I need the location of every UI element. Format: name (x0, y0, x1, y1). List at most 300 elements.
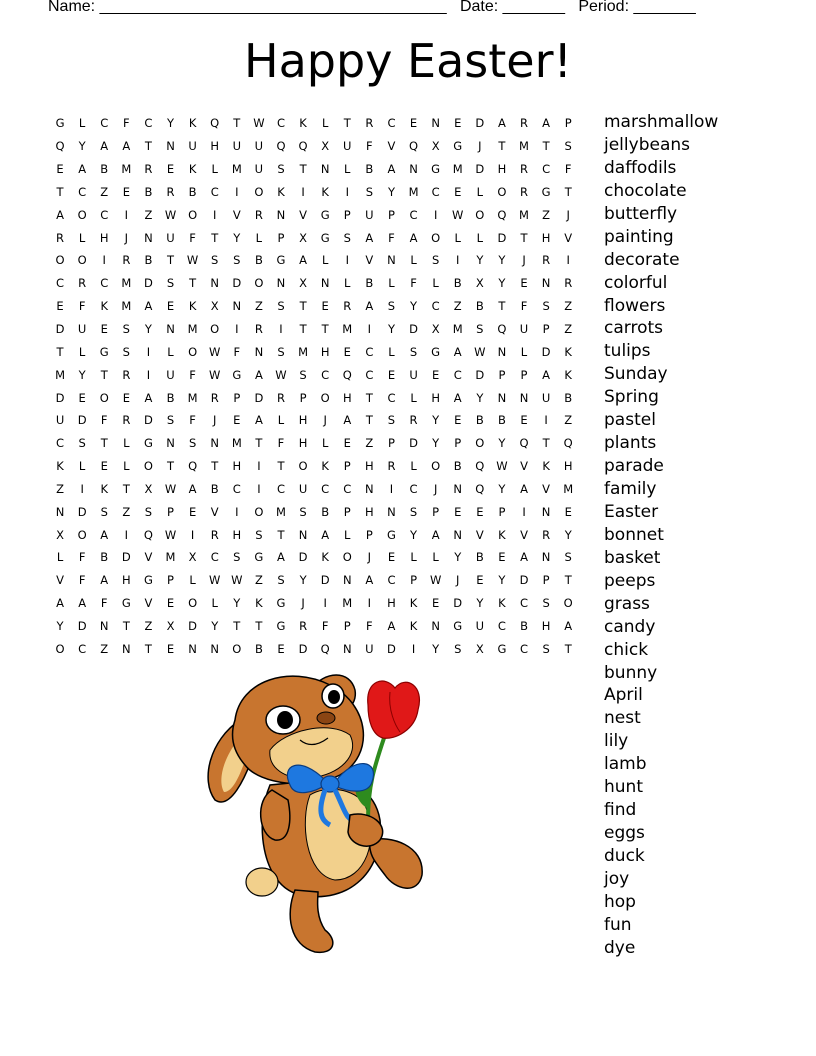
grid-letter[interactable]: X (431, 322, 440, 337)
grid-letter[interactable]: S (277, 299, 285, 314)
grid-letter[interactable]: J (323, 413, 327, 428)
grid-letter[interactable]: Z (100, 641, 109, 656)
grid-letter[interactable]: O (320, 390, 330, 405)
grid-letter[interactable]: A (343, 413, 352, 428)
grid-letter[interactable]: W (231, 573, 243, 588)
grid-letter[interactable]: V (475, 527, 484, 542)
grid-letter[interactable]: G (276, 253, 286, 268)
grid-letter[interactable]: C (78, 641, 87, 656)
grid-letter[interactable]: K (498, 596, 506, 611)
grid-letter[interactable]: G (453, 139, 463, 154)
grid-letter[interactable]: B (210, 481, 219, 496)
grid-letter[interactable]: K (409, 618, 418, 633)
grid-letter[interactable]: I (411, 641, 416, 656)
grid-letter[interactable]: C (542, 162, 551, 177)
grid-letter[interactable]: T (277, 459, 285, 474)
grid-letter[interactable]: D (254, 390, 264, 405)
grid-letter[interactable]: K (100, 299, 108, 314)
grid-letter[interactable]: U (343, 139, 352, 154)
grid-letter[interactable]: I (257, 481, 261, 496)
grid-letter[interactable]: M (121, 299, 132, 314)
grid-letter[interactable]: O (475, 207, 485, 222)
grid-letter[interactable]: T (321, 322, 329, 337)
grid-letter[interactable]: R (387, 459, 396, 474)
grid-letter[interactable]: J (478, 139, 482, 154)
grid-letter[interactable]: C (321, 367, 330, 382)
grid-letter[interactable]: V (542, 481, 551, 496)
grid-letter[interactable]: I (235, 322, 239, 337)
grid-letter[interactable]: H (99, 230, 109, 245)
grid-letter[interactable]: S (476, 322, 484, 337)
grid-letter[interactable]: D (409, 322, 418, 337)
grid-letter[interactable]: A (365, 573, 374, 588)
grid-letter[interactable]: L (476, 184, 484, 199)
grid-letter[interactable]: A (453, 390, 462, 405)
grid-letter[interactable]: D (541, 344, 551, 359)
grid-letter[interactable]: K (498, 527, 506, 542)
grid-letter[interactable]: T (122, 481, 130, 496)
grid-letter[interactable]: P (167, 573, 174, 588)
grid-letter[interactable]: Y (410, 527, 418, 542)
grid-letter[interactable]: U (254, 162, 264, 177)
grid-letter[interactable]: U (254, 139, 264, 154)
grid-letter[interactable]: F (233, 344, 241, 359)
grid-letter[interactable]: T (343, 116, 351, 131)
grid-letter[interactable]: C (520, 641, 529, 656)
grid-letter[interactable]: D (387, 641, 396, 656)
grid-letter[interactable]: S (542, 641, 550, 656)
grid-letter[interactable]: N (497, 344, 507, 359)
grid-letter[interactable]: I (124, 207, 129, 222)
grid-letter[interactable]: S (542, 299, 550, 314)
grid-letter[interactable]: K (299, 116, 307, 131)
grid-letter[interactable]: L (344, 276, 351, 291)
grid-letter[interactable]: A (254, 413, 263, 428)
grid-letter[interactable]: L (344, 162, 351, 177)
grid-letter[interactable]: D (143, 276, 153, 291)
grid-letter[interactable]: G (143, 436, 153, 451)
grid-letter[interactable]: W (452, 207, 464, 222)
grid-letter[interactable]: Y (233, 230, 241, 245)
grid-letter[interactable]: J (522, 253, 526, 268)
grid-letter[interactable]: K (564, 367, 572, 382)
grid-letter[interactable]: O (298, 459, 308, 474)
grid-letter[interactable]: U (166, 367, 175, 382)
grid-letter[interactable]: Y (564, 527, 572, 542)
grid-letter[interactable]: P (564, 116, 572, 131)
grid-letter[interactable]: D (77, 618, 87, 633)
grid-letter[interactable]: N (298, 527, 308, 542)
grid-letter[interactable]: D (475, 367, 485, 382)
grid-letter[interactable]: I (345, 253, 349, 268)
grid-letter[interactable]: P (454, 436, 462, 451)
grid-letter[interactable]: L (410, 390, 417, 405)
grid-letter[interactable]: T (100, 367, 108, 382)
grid-letter[interactable]: Q (276, 139, 286, 154)
grid-letter[interactable]: L (432, 550, 439, 565)
grid-letter[interactable]: T (542, 436, 550, 451)
grid-letter[interactable]: S (100, 504, 108, 519)
grid-letter[interactable]: Z (564, 322, 573, 337)
grid-letter[interactable]: G (121, 596, 131, 611)
grid-letter[interactable]: J (433, 481, 438, 496)
grid-letter[interactable]: A (277, 550, 285, 565)
grid-letter[interactable]: T (56, 344, 64, 359)
grid-letter[interactable]: W (164, 481, 177, 496)
grid-letter[interactable]: N (365, 481, 374, 496)
grid-letter[interactable]: M (408, 184, 419, 199)
grid-letter[interactable]: T (498, 299, 506, 314)
grid-letter[interactable]: C (321, 481, 330, 496)
grid-letter[interactable]: P (167, 504, 174, 519)
grid-letter[interactable]: G (541, 184, 551, 199)
grid-letter[interactable]: O (77, 253, 87, 268)
grid-letter[interactable]: R (122, 253, 131, 268)
grid-letter[interactable]: K (277, 184, 285, 199)
grid-letter[interactable]: I (345, 184, 349, 199)
grid-letter[interactable]: W (209, 573, 221, 588)
grid-letter[interactable]: Y (498, 573, 506, 588)
grid-letter[interactable]: Y (476, 253, 484, 268)
grid-letter[interactable]: Y (211, 618, 219, 633)
grid-letter[interactable]: N (541, 504, 551, 519)
grid-letter[interactable]: S (277, 344, 285, 359)
grid-letter[interactable]: N (99, 618, 109, 633)
grid-letter[interactable]: T (365, 390, 373, 405)
grid-letter[interactable]: M (187, 390, 198, 405)
grid-letter[interactable]: A (78, 162, 87, 177)
grid-letter[interactable]: F (78, 550, 86, 565)
grid-letter[interactable]: Y (144, 322, 152, 337)
grid-letter[interactable]: V (520, 459, 528, 474)
grid-letter[interactable]: C (365, 367, 374, 382)
grid-letter[interactable]: Y (432, 413, 440, 428)
grid-letter[interactable]: L (520, 344, 528, 359)
grid-letter[interactable]: B (475, 299, 484, 314)
grid-letter[interactable]: X (299, 276, 308, 291)
grid-letter[interactable]: M (298, 344, 309, 359)
grid-letter[interactable]: T (167, 253, 175, 268)
grid-letter[interactable]: C (210, 184, 219, 199)
grid-letter[interactable]: E (277, 641, 285, 656)
grid-letter[interactable]: P (498, 367, 506, 382)
grid-letter[interactable]: W (253, 116, 265, 131)
grid-letter[interactable]: A (365, 230, 374, 245)
grid-letter[interactable]: H (365, 504, 374, 519)
grid-letter[interactable]: K (409, 596, 418, 611)
grid-letter[interactable]: U (365, 207, 374, 222)
grid-letter[interactable]: S (122, 344, 130, 359)
grid-letter[interactable]: H (541, 230, 551, 245)
grid-letter[interactable]: O (55, 253, 65, 268)
grid-letter[interactable]: Y (299, 573, 307, 588)
grid-letter[interactable]: S (122, 322, 130, 337)
grid-letter[interactable]: N (166, 322, 175, 337)
grid-letter[interactable]: Z (254, 573, 263, 588)
grid-letter[interactable]: X (475, 641, 484, 656)
grid-letter[interactable]: E (454, 504, 462, 519)
grid-letter[interactable]: P (387, 436, 395, 451)
grid-letter[interactable]: F (388, 230, 395, 245)
grid-letter[interactable]: C (100, 116, 109, 131)
grid-letter[interactable]: E (166, 162, 175, 177)
grid-letter[interactable]: L (211, 162, 218, 177)
grid-letter[interactable]: Q (55, 139, 65, 154)
grid-letter[interactable]: K (56, 459, 64, 474)
grid-letter[interactable]: C (520, 596, 529, 611)
grid-letter[interactable]: A (365, 299, 374, 314)
grid-letter[interactable]: A (144, 299, 153, 314)
grid-letter[interactable]: N (210, 276, 219, 291)
grid-letter[interactable]: F (366, 618, 373, 633)
grid-letter[interactable]: P (498, 504, 506, 519)
grid-letter[interactable]: F (123, 116, 130, 131)
grid-letter[interactable]: I (235, 184, 239, 199)
grid-letter[interactable]: I (566, 253, 570, 268)
grid-letter[interactable]: Y (476, 596, 484, 611)
grid-letter[interactable]: Y (498, 481, 506, 496)
grid-letter[interactable]: D (519, 573, 529, 588)
grid-letter[interactable]: J (124, 230, 129, 245)
grid-letter[interactable]: P (520, 367, 528, 382)
grid-letter[interactable]: D (409, 436, 418, 451)
grid-letter[interactable]: G (254, 550, 264, 565)
grid-letter[interactable]: S (299, 504, 307, 519)
grid-letter[interactable]: X (321, 139, 330, 154)
grid-letter[interactable]: B (188, 184, 197, 199)
grid-letter[interactable]: L (78, 344, 86, 359)
grid-letter[interactable]: T (365, 413, 373, 428)
grid-letter[interactable]: F (78, 573, 86, 588)
grid-letter[interactable]: G (497, 641, 507, 656)
grid-letter[interactable]: R (520, 116, 529, 131)
grid-letter[interactable]: P (410, 573, 418, 588)
grid-letter[interactable]: T (542, 139, 550, 154)
grid-letter[interactable]: S (299, 367, 307, 382)
grid-letter[interactable]: W (429, 573, 442, 588)
grid-letter[interactable]: M (276, 504, 286, 519)
grid-letter[interactable]: M (342, 322, 353, 337)
grid-letter[interactable]: C (100, 207, 109, 222)
grid-letter[interactable]: N (166, 139, 175, 154)
grid-letter[interactable]: A (520, 550, 528, 565)
grid-letter[interactable]: W (474, 344, 486, 359)
grid-letter[interactable]: M (231, 162, 242, 177)
grid-letter[interactable]: J (213, 413, 217, 428)
grid-letter[interactable]: I (80, 481, 84, 496)
grid-letter[interactable]: F (100, 596, 108, 611)
grid-letter[interactable]: N (453, 481, 463, 496)
grid-letter[interactable]: V (56, 573, 64, 588)
grid-letter[interactable]: H (298, 436, 308, 451)
grid-letter[interactable]: I (522, 504, 526, 519)
grid-letter[interactable]: A (299, 253, 308, 268)
grid-letter[interactable]: O (55, 641, 65, 656)
grid-letter[interactable]: A (564, 618, 573, 633)
grid-letter[interactable]: S (343, 230, 351, 245)
grid-letter[interactable]: Z (56, 481, 64, 496)
grid-letter[interactable]: A (100, 573, 109, 588)
grid-letter[interactable]: N (387, 253, 396, 268)
grid-letter[interactable]: I (301, 184, 305, 199)
grid-letter[interactable]: B (453, 276, 462, 291)
grid-letter[interactable]: L (123, 459, 130, 474)
grid-letter[interactable]: H (210, 139, 220, 154)
grid-letter[interactable]: C (431, 299, 440, 314)
grid-letter[interactable]: W (209, 367, 221, 382)
grid-letter[interactable]: L (211, 596, 218, 611)
grid-letter[interactable]: M (519, 139, 529, 154)
grid-letter[interactable]: N (188, 641, 197, 656)
grid-letter[interactable]: C (387, 573, 396, 588)
grid-letter[interactable]: L (344, 527, 351, 542)
grid-letter[interactable]: A (409, 230, 418, 245)
grid-letter[interactable]: N (409, 162, 418, 177)
grid-letter[interactable]: L (321, 253, 329, 268)
grid-letter[interactable]: J (456, 573, 460, 588)
grid-letter[interactable]: G (320, 230, 330, 245)
grid-letter[interactable]: A (100, 139, 109, 154)
grid-letter[interactable]: F (277, 436, 285, 451)
grid-letter[interactable]: L (167, 344, 174, 359)
grid-letter[interactable]: S (233, 550, 241, 565)
grid-letter[interactable]: A (144, 390, 153, 405)
grid-letter[interactable]: L (476, 230, 484, 245)
grid-letter[interactable]: C (497, 618, 506, 633)
grid-letter[interactable]: K (188, 116, 197, 131)
grid-letter[interactable]: O (431, 459, 441, 474)
grid-letter[interactable]: Q (409, 139, 419, 154)
grid-letter[interactable]: M (55, 367, 66, 382)
grid-letter[interactable]: F (321, 618, 329, 633)
grid-letter[interactable]: C (276, 116, 285, 131)
grid-letter[interactable]: X (188, 550, 197, 565)
grid-letter[interactable]: K (542, 459, 550, 474)
grid-letter[interactable]: T (299, 322, 307, 337)
grid-letter[interactable]: L (255, 230, 263, 245)
grid-letter[interactable]: N (144, 230, 153, 245)
grid-letter[interactable]: Z (564, 299, 573, 314)
grid-letter[interactable]: C (276, 481, 285, 496)
grid-letter[interactable]: C (387, 116, 396, 131)
grid-letter[interactable]: S (144, 504, 153, 519)
grid-letter[interactable]: E (100, 459, 108, 474)
grid-letter[interactable]: T (233, 618, 241, 633)
grid-letter[interactable]: B (475, 550, 484, 565)
grid-letter[interactable]: W (275, 367, 287, 382)
grid-letter[interactable]: V (299, 207, 308, 222)
grid-letter[interactable]: A (431, 527, 440, 542)
grid-letter[interactable]: I (102, 253, 106, 268)
grid-letter[interactable]: A (387, 162, 396, 177)
grid-letter[interactable]: A (497, 116, 506, 131)
grid-letter[interactable]: T (255, 618, 263, 633)
grid-letter[interactable]: L (123, 436, 130, 451)
grid-letter[interactable]: I (213, 207, 217, 222)
grid-letter[interactable]: O (188, 596, 198, 611)
grid-letter[interactable]: Z (100, 184, 109, 199)
grid-letter[interactable]: O (254, 504, 264, 519)
grid-letter[interactable]: O (143, 459, 153, 474)
grid-letter[interactable]: B (100, 162, 109, 177)
grid-letter[interactable]: P (432, 504, 440, 519)
grid-letter[interactable]: H (232, 459, 242, 474)
grid-letter[interactable]: T (56, 184, 64, 199)
grid-letter[interactable]: O (254, 184, 264, 199)
grid-letter[interactable]: N (210, 641, 219, 656)
grid-letter[interactable]: D (77, 413, 87, 428)
grid-letter[interactable]: Q (563, 436, 573, 451)
grid-letter[interactable]: E (454, 413, 462, 428)
grid-letter[interactable]: T (520, 230, 528, 245)
grid-letter[interactable]: E (56, 299, 64, 314)
grid-letter[interactable]: S (277, 573, 285, 588)
grid-letter[interactable]: E (166, 641, 175, 656)
grid-letter[interactable]: N (541, 276, 551, 291)
grid-letter[interactable]: T (299, 162, 307, 177)
grid-letter[interactable]: U (188, 139, 197, 154)
grid-letter[interactable]: A (542, 367, 551, 382)
grid-letter[interactable]: I (367, 322, 372, 337)
grid-letter[interactable]: P (365, 527, 373, 542)
grid-letter[interactable]: C (56, 436, 65, 451)
grid-letter[interactable]: Y (432, 641, 440, 656)
grid-letter[interactable]: Z (365, 436, 374, 451)
grid-letter[interactable]: U (409, 367, 418, 382)
grid-letter[interactable]: B (321, 504, 330, 519)
grid-letter[interactable]: H (563, 459, 573, 474)
grid-letter[interactable]: Q (143, 527, 153, 542)
grid-letter[interactable]: A (453, 344, 462, 359)
grid-letter[interactable]: F (100, 413, 108, 428)
grid-letter[interactable]: R (144, 162, 153, 177)
grid-letter[interactable]: T (498, 139, 506, 154)
grid-letter[interactable]: R (520, 162, 529, 177)
grid-letter[interactable]: G (276, 596, 286, 611)
grid-letter[interactable]: Z (453, 299, 462, 314)
grid-letter[interactable]: L (410, 253, 417, 268)
grid-letter[interactable]: O (342, 550, 352, 565)
grid-letter[interactable]: W (496, 459, 508, 474)
grid-letter[interactable]: M (519, 207, 529, 222)
grid-letter[interactable]: L (410, 550, 417, 565)
grid-letter[interactable]: W (209, 344, 221, 359)
grid-letter[interactable]: P (387, 207, 395, 222)
grid-letter[interactable]: V (232, 207, 241, 222)
grid-letter[interactable]: N (276, 207, 286, 222)
grid-letter[interactable]: R (343, 299, 352, 314)
grid-letter[interactable]: T (564, 184, 572, 199)
grid-letter[interactable]: E (387, 550, 396, 565)
grid-letter[interactable]: K (100, 481, 108, 496)
grid-letter[interactable]: Q (342, 367, 352, 382)
grid-letter[interactable]: S (564, 550, 572, 565)
grid-letter[interactable]: G (431, 344, 441, 359)
grid-letter[interactable]: L (277, 413, 285, 428)
grid-letter[interactable]: G (55, 116, 65, 131)
grid-letter[interactable]: N (453, 527, 463, 542)
grid-letter[interactable]: E (321, 299, 329, 314)
grid-letter[interactable]: E (122, 390, 130, 405)
grid-letter[interactable]: E (498, 550, 506, 565)
grid-letter[interactable]: H (298, 413, 308, 428)
grid-letter[interactable]: R (299, 618, 308, 633)
grid-letter[interactable]: T (167, 459, 175, 474)
grid-letter[interactable]: E (122, 184, 130, 199)
name-field[interactable]: _______________________________________ (99, 0, 447, 15)
grid-letter[interactable]: U (77, 322, 87, 337)
grid-letter[interactable]: E (432, 367, 440, 382)
